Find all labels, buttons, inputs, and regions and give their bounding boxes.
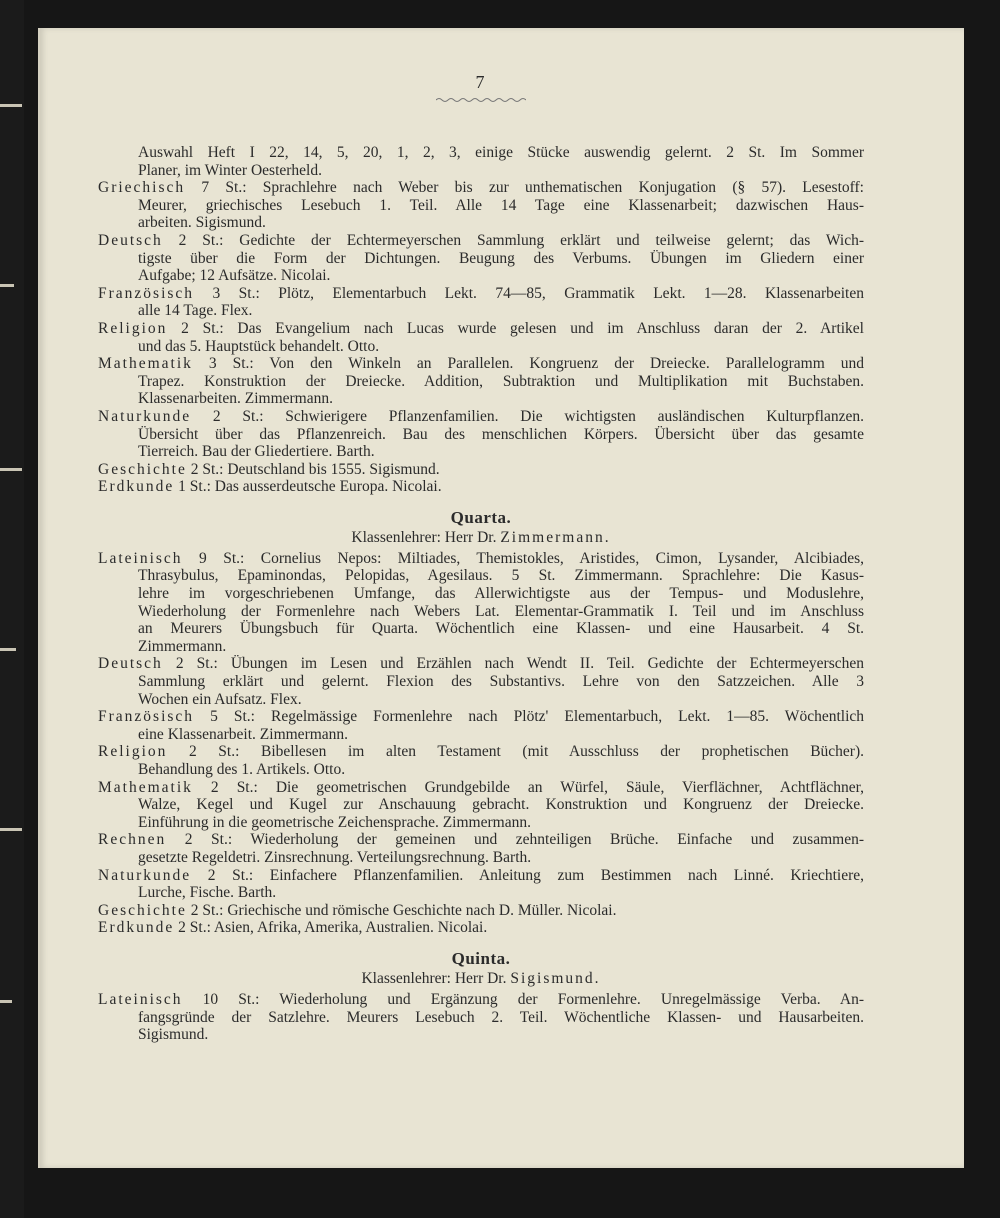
line-content: 3 St.: Von den Winkeln an Parallelen. Kongruenz der Dreiecke. Parallelogramm und xyxy=(192,355,864,373)
subject-name: Religion xyxy=(98,319,168,337)
line-content: Meurer, griechisches Lesebuch 1. Teil. Alle 14 Tage eine Klassenarbeit; dazwischen Haus- xyxy=(138,196,864,214)
subject-name: Lateinisch xyxy=(98,990,183,1008)
text-line xyxy=(98,919,864,937)
line-content: 2 St.: Griechische und römische Geschichte nach D. Müller. Nicolai. xyxy=(186,901,617,919)
teacher-name: Sigismund. xyxy=(510,969,601,987)
subject-name: Lateinisch xyxy=(98,549,183,567)
teacher-line-quarta xyxy=(98,528,864,548)
text-line xyxy=(98,567,864,585)
text-line xyxy=(98,214,864,232)
line-content: Walze, Kegel und Kugel zur Anschauung gebracht. Konstruktion und Kongruenz der Dreiecke. xyxy=(138,796,864,814)
text-line xyxy=(98,426,864,444)
text-line xyxy=(98,144,864,162)
line-content: Zimmermann. xyxy=(138,637,227,655)
line-content: Einführung in die geometrische Zeichensprache. Zimmermann. xyxy=(138,813,531,831)
text-line xyxy=(98,796,864,814)
line-content: Planer, im Winter Oesterheld. xyxy=(138,161,322,179)
line-content: lehre im vorgeschriebenen Umfange, das Allerwichtigste aus der Tempus- und Moduslehre, xyxy=(138,585,864,603)
line-content: Sigismund. xyxy=(138,1026,209,1044)
subject-name: Griechisch xyxy=(98,179,186,197)
binding-mark xyxy=(0,284,14,287)
line-content: Klassenarbeiten. Zimmermann. xyxy=(138,390,333,408)
text-line xyxy=(98,338,864,356)
text-line xyxy=(98,708,864,726)
subject-name: Mathematik xyxy=(98,355,193,373)
subject-name: Geschichte xyxy=(98,901,187,919)
binding-mark xyxy=(0,648,16,651)
text-line xyxy=(98,743,864,761)
line-content: alle 14 Tage. Flex. xyxy=(138,302,253,320)
line-content: Trapez. Konstruktion der Dreiecke. Addition, Subtraktion und Multiplikation mit Buchstaben. xyxy=(138,372,864,390)
binding-mark xyxy=(0,104,22,107)
text-line xyxy=(98,390,864,408)
text-line xyxy=(98,267,864,285)
line-content: arbeiten. Sigismund. xyxy=(138,214,266,232)
text-line xyxy=(98,831,864,849)
text-line xyxy=(98,849,864,867)
text-line xyxy=(98,991,864,1009)
line-content: 1 St.: Das ausserdeutsche Europa. Nicolai. xyxy=(174,478,442,496)
line-content: Auswahl Heft I 22, 14, 5, 20, 1, 2, 3, einige Stücke auswendig gelernt. 2 St. Im Sommer xyxy=(138,144,864,161)
text-line xyxy=(98,603,864,621)
text-line xyxy=(98,285,864,303)
text-line xyxy=(98,373,864,391)
text-line xyxy=(98,867,864,885)
teacher-line-quinta xyxy=(98,969,864,989)
line-content: und das 5. Hauptstück behandelt. Otto. xyxy=(138,337,380,355)
subject-name: Rechnen xyxy=(98,831,167,849)
line-content: 7 St.: Sprachlehre nach Weber bis zur unthematischen Konjugation (§ 57). Lesestoff: xyxy=(185,179,864,197)
text-line xyxy=(98,250,864,268)
binding-mark xyxy=(0,1000,12,1003)
text-line xyxy=(98,691,864,709)
line-content: 3 St.: Plötz, Elementarbuch Lekt. 74—85, Grammatik Lekt. 1—28. Klassenarbeiten xyxy=(194,284,864,302)
subject-name: Deutsch xyxy=(98,231,163,249)
line-content: an Meurers Übungsbuch für Quarta. Wöchentlich eine Klassen- und eine Hausarbeit. 4 St. xyxy=(138,620,864,638)
line-content: gesetzte Regeldetri. Zinsrechnung. Verteilungsrechnung. Barth. xyxy=(138,848,532,866)
line-content: Wochen ein Aufsatz. Flex. xyxy=(138,690,302,708)
page-number: 7 xyxy=(475,72,485,92)
line-content: Wiederholung der Formenlehre nach Webers Lat. Elementar-Grammatik I. Teil und im Anschluss xyxy=(138,602,864,620)
text-line xyxy=(98,197,864,215)
line-content: Übersicht über das Pflanzenreich. Bau des menschlichen Körpers. Übersicht über das gesamte xyxy=(138,425,864,443)
text-line xyxy=(98,655,864,673)
text-line xyxy=(98,1026,864,1044)
text-line xyxy=(98,162,864,180)
text-line xyxy=(98,726,864,744)
text-line xyxy=(98,673,864,691)
subject-name: Naturkunde xyxy=(98,866,192,884)
line-content: Tierreich. Bau der Gliedertiere. Barth. xyxy=(138,443,375,461)
line-content: 2 St.: Wiederholung der gemeinen und zehnteiligen Brüche. Einfache und zusammen- xyxy=(166,831,864,849)
teacher-prefix: Klassenlehrer: Herr Dr. xyxy=(351,528,501,546)
subject-name: Französisch xyxy=(98,708,195,726)
line-content: 2 St.: Übungen im Lesen und Erzählen nach Wendt II. Teil. Gedichte der Echtermeyerschen xyxy=(162,655,864,673)
line-content: Sammlung erklärt und gelernt. Flexion des Substantivs. Lehre von den Satzzeichen. Alle 3 xyxy=(138,673,864,691)
line-content: Aufgabe; 12 Aufsätze. Nicolai. xyxy=(138,267,331,285)
text-line xyxy=(98,902,864,920)
line-content: 2 St.: Das Evangelium nach Lucas wurde gelesen und im Anschluss daran der 2. Artikel xyxy=(167,319,864,337)
binding-mark xyxy=(0,828,22,831)
line-content: 10 St.: Wiederholung und Ergänzung der Formenlehre. Unregelmässige Verba. An- xyxy=(182,990,864,1008)
line-content: eine Klassenarbeit. Zimmermann. xyxy=(138,725,349,743)
subject-name: Erdkunde xyxy=(98,919,175,937)
text-line xyxy=(98,761,864,779)
text-line xyxy=(98,461,864,479)
text-line xyxy=(98,232,864,250)
teacher-prefix: Klassenlehrer: Herr Dr. xyxy=(361,969,511,987)
text-line xyxy=(98,779,864,797)
binding-mark xyxy=(0,468,22,471)
line-content: tigste über die Form der Dichtungen. Beugung des Verbums. Übungen im Gliedern einer xyxy=(138,249,864,267)
line-content: Behandlung des 1. Artikels. Otto. xyxy=(138,761,346,778)
text-line xyxy=(98,443,864,461)
body-text xyxy=(98,144,864,1044)
text-line xyxy=(98,320,864,338)
section-quarta xyxy=(98,550,864,937)
text-line xyxy=(98,814,864,832)
line-content: 2 St.: Gedichte der Echtermeyerschen Sammlung erklärt und teilweise gelernt; das Wich- xyxy=(162,231,864,249)
text-line xyxy=(98,302,864,320)
heading-quarta: Quarta. xyxy=(450,507,512,527)
line-content: 2 St.: Bibellesen im alten Testament (mit Ausschluss der prophetischen Bücher). xyxy=(167,743,864,761)
text-line xyxy=(98,355,864,373)
text-line xyxy=(98,478,864,496)
text-line xyxy=(98,550,864,568)
text-line xyxy=(98,884,864,902)
subject-name: Erdkunde xyxy=(98,478,175,496)
subject-name: Naturkunde xyxy=(98,407,192,425)
subject-name: Französisch xyxy=(98,284,195,302)
text-line xyxy=(98,408,864,426)
line-content: 2 St.: Asien, Afrika, Amerika, Australien. Nicolai. xyxy=(174,919,488,937)
line-content: 2 St.: Deutschland bis 1555. Sigismund. xyxy=(186,460,440,478)
line-content: 2 St.: Die geometrischen Grundgebilde an Würfel, Säule, Vierflächner, Achtflächner, xyxy=(192,778,864,796)
line-content: 2 St.: Schwierigere Pflanzenfamilien. Die wichtigsten ausländischen Kulturpflanzen. xyxy=(191,407,864,425)
line-content: 2 St.: Einfachere Pflanzenfamilien. Anleitung zum Bestimmen nach Linné. Kriechtiere, xyxy=(191,866,864,884)
text-line xyxy=(98,585,864,603)
section-untertertia-end xyxy=(98,144,864,496)
text-line xyxy=(98,179,864,197)
text-line xyxy=(98,638,864,656)
line-content: Thrasybulus, Epaminondas, Pelopidas, Agesilaus. 5 St. Zimmermann. Sprachlehre: Die Kasus- xyxy=(138,567,864,585)
text-line xyxy=(98,620,864,638)
heading-quinta: Quinta. xyxy=(451,948,511,968)
line-content: 9 St.: Cornelius Nepos: Miltiades, Themistokles, Aristides, Cimon, Lysander, Alcibiades, xyxy=(182,549,864,567)
section-quinta xyxy=(98,991,864,1044)
subject-name: Religion xyxy=(98,743,168,761)
text-line xyxy=(98,1009,864,1027)
line-content: Lurche, Fische. Barth. xyxy=(138,884,277,902)
line-content: fangsgründe der Satzlehre. Meurers Lesebuch 2. Teil. Wöchentliche Klassen- und Hausarbeiten. xyxy=(138,1008,864,1026)
book-binding xyxy=(0,0,24,1218)
line-content: 5 St.: Regelmässige Formenlehre nach Plötz' Elementarbuch, Lekt. 1—85. Wöchentlich xyxy=(194,708,864,726)
teacher-name: Zimmermann. xyxy=(500,528,611,546)
ornament-squiggle xyxy=(436,96,526,104)
subject-name: Deutsch xyxy=(98,655,163,673)
subject-name: Mathematik xyxy=(98,778,193,796)
subject-name: Geschichte xyxy=(98,460,187,478)
